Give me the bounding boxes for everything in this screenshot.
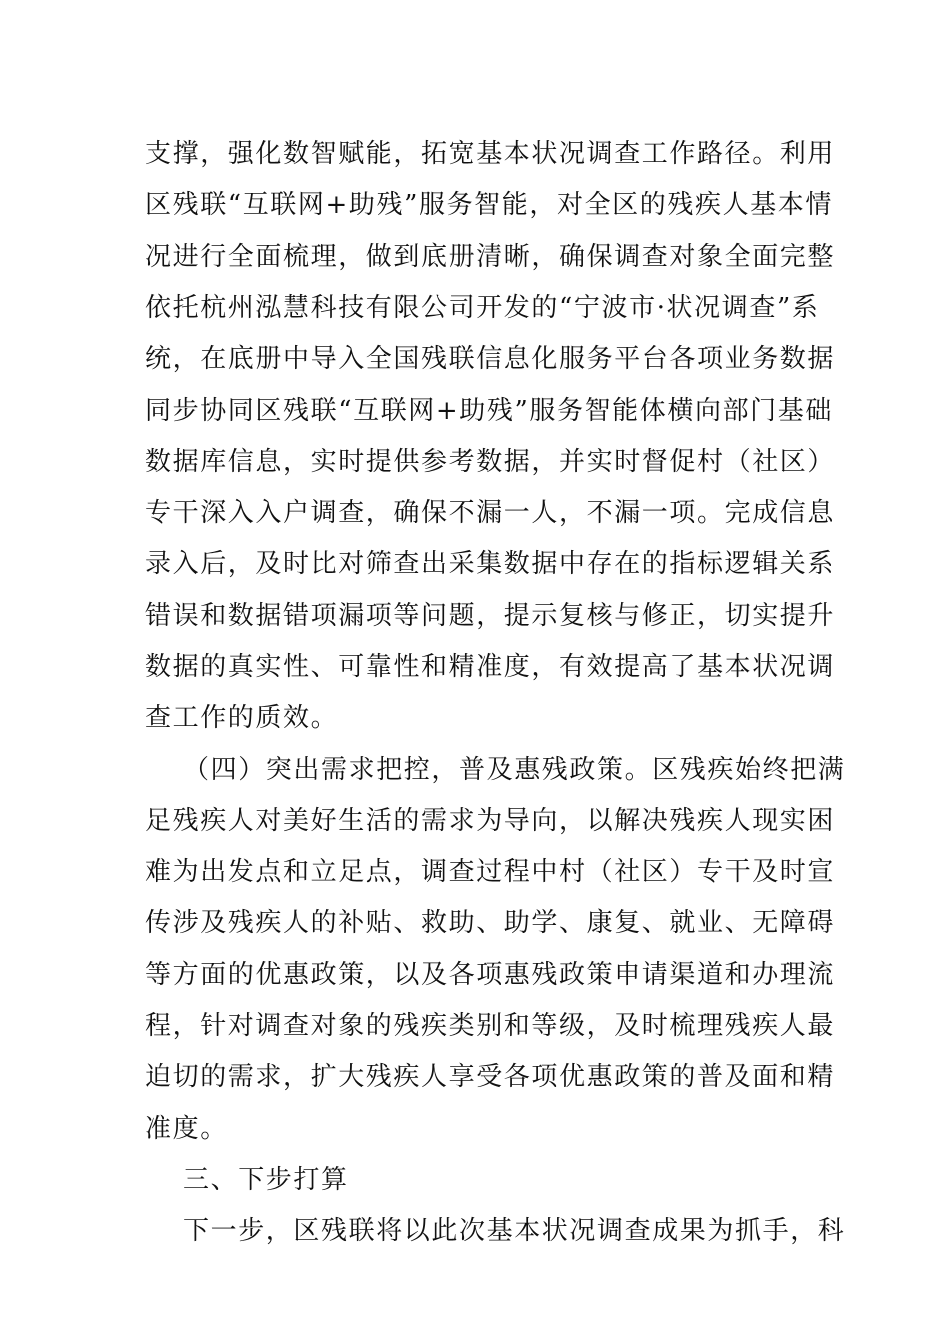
text-line: 数据的真实性、可靠性和精准度，有效提高了基本状况调 [145, 652, 836, 682]
text-line: 数据库信息，实时提供参考数据，并实时督促村（社区） [145, 447, 836, 477]
text-line: 传涉及残疾人的补贴、救助、助学、康复、就业、无障碍 [145, 908, 836, 938]
text-line: 同步协同区残联“互联网+助残”服务智能体横向部门基础 [145, 396, 833, 426]
text-line: 况进行全面梳理，做到底册清晰，确保调查对象全面完整 [145, 242, 836, 272]
section-heading: 三、下步打算 [183, 1165, 349, 1195]
text-line: 统，在底册中导入全国残联信息化服务平台各项业务数据 [145, 344, 836, 374]
text-line: 足残疾人对美好生活的需求为导向，以解决残疾人现实困 [145, 806, 836, 836]
text-line: 支撑，强化数智赋能，拓宽基本状况调查工作路径。利用 [145, 139, 836, 169]
text-line: 区残联“互联网+助残”服务智能，对全区的残疾人基本情 [145, 190, 833, 220]
text-line: 依托杭州泓慧科技有限公司开发的“宁波市·状况调查”系 [145, 293, 820, 323]
text-line: 下一步，区残联将以此次基本状况调查成果为抓手，科 [183, 1216, 846, 1246]
text-line: 录入后，及时比对筛查出采集数据中存在的指标逻辑关系 [145, 549, 836, 579]
text-line: 难为出发点和立足点，调查过程中村（社区）专干及时宣 [145, 857, 836, 887]
text-line: 程，针对调查对象的残疾类别和等级，及时梳理残疾人最 [145, 1011, 836, 1041]
text-line: 专干深入入户调查，确保不漏一人，不漏一项。完成信息 [145, 498, 836, 528]
text-line: 查工作的质效。 [145, 703, 339, 733]
text-line: 迫切的需求，扩大残疾人享受各项优惠政策的普及面和精 [145, 1062, 836, 1092]
text-line: 准度。 [145, 1114, 228, 1144]
text-line: 错误和数据错项漏项等问题，提示复核与修正，切实提升 [145, 601, 836, 631]
section-four-heading-line: （四）突出需求把控，普及惠残政策。区残疾始终把满 [183, 755, 846, 785]
text-line: 等方面的优惠政策，以及各项惠残政策申请渠道和办理流 [145, 960, 836, 990]
